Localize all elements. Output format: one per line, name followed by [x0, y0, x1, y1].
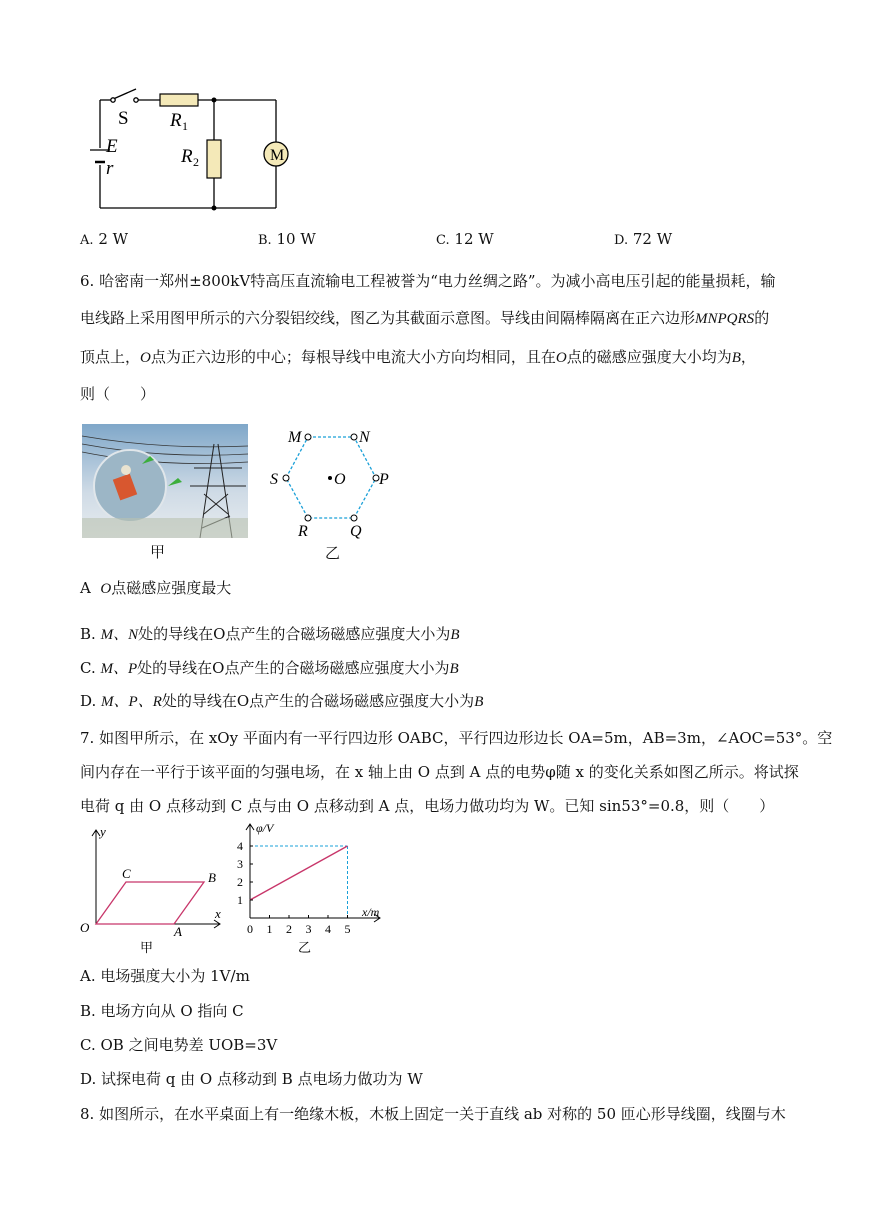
chart-y-tick-label: 2: [237, 875, 243, 889]
chart-y-tick-label: 1: [237, 893, 243, 907]
phi-x-chart: [230, 818, 400, 958]
fig-yi-label: 乙: [325, 544, 341, 562]
chart-x-tick-label: 1: [266, 922, 273, 936]
fig7-yi-caption: 乙: [298, 940, 312, 955]
r1-label: R: [170, 110, 182, 131]
hex-label-r: R: [298, 523, 308, 540]
q6-option-b: B. M、N处的导线在O点产生的合磁场磁感应强度大小为B: [80, 625, 460, 643]
q6-option-c: C. M、P处的导线在O点产生的合磁场磁感应强度大小为B: [80, 659, 459, 677]
axis-y-label: y: [100, 824, 106, 839]
q7-line-3: 电荷 q 由 O 点移动到 C 点与由 O 点移动到 A 点，电场力做功均为 W。已知 sin53°=0.8，则（ ）: [80, 797, 775, 815]
chart-x-tick-label: 2: [286, 922, 292, 936]
chart-ylabel: φ/V: [256, 821, 274, 835]
switch-label: S: [118, 108, 129, 129]
chart-y-tick-label: 4: [237, 839, 243, 853]
fig-jia-label: 甲: [150, 543, 166, 561]
hex-label-s: S: [270, 471, 278, 488]
q8-line-1: 8. 如图所示，在水平桌面上有一绝缘木板，木板上固定一关于直线 ab 对称的 50 匝心形导线圈，线圈与木: [80, 1105, 786, 1123]
point-o-label: O: [80, 920, 90, 935]
circuit-diagram: [78, 80, 308, 220]
hexagon-diagram: [264, 420, 398, 545]
r1-sub: 1: [182, 119, 188, 133]
hex-label-q: Q: [350, 523, 362, 540]
q6-line-3: 顶点上，O点为正六边形的中心；每根导线中电流大小方向均相同，且在O点的磁感应强度大小均为B，: [80, 348, 756, 366]
point-b-label: B: [208, 870, 216, 885]
chart-xlabel: x/m: [362, 905, 380, 919]
emf-label: E: [106, 136, 118, 157]
hex-label-n: N: [359, 429, 370, 446]
point-c-label: C: [122, 866, 131, 881]
chart-x-tick-label: 4: [325, 922, 331, 936]
q7-option-c: C. OB 之间电势差 UOB=3V: [80, 1036, 278, 1054]
chart-x-tick-label: 0: [247, 922, 253, 936]
q5-option-a: A. 2 W: [80, 230, 129, 248]
hex-label-m: M: [288, 429, 302, 446]
q7-line-2: 间内存在一平行于该平面的匀强电场，在 x 轴上由 O 点到 A 点的电势φ随 x 的变化关系如图乙所示。将试探: [80, 763, 799, 781]
chart-y-tick-label: 3: [237, 857, 243, 871]
q5-option-b: B. 10 W: [258, 230, 316, 248]
chart-series-line: [250, 846, 348, 900]
point-a-label: A: [174, 924, 182, 939]
q6-option-d: D. M、P、R处的导线在O点产生的合磁场磁感应强度大小为B: [80, 692, 484, 710]
r2-label: R: [181, 146, 193, 167]
internal-r-label: r: [106, 158, 114, 179]
q6-line-4: 则（ ）: [80, 385, 156, 403]
q7-option-d: D. 试探电荷 q 由 O 点移动到 B 点电场力做功为 W: [80, 1070, 423, 1088]
hex-label-p: P: [379, 471, 389, 488]
chart-x-tick-label: 3: [305, 922, 312, 936]
chart-x-tick-label: 5: [344, 922, 351, 936]
motor-label: M: [270, 147, 285, 164]
q5-option-d: D. 72 W: [614, 230, 673, 248]
q6-option-a: A O点磁感应强度最大: [80, 579, 232, 597]
axis-x-label: x: [215, 906, 221, 921]
q6-line-2: 电线路上采用图甲所示的六分裂铝绞线，图乙为其截面示意图。导线由间隔棒隔离在正六边形MNPQRS的: [80, 309, 770, 327]
q7-option-a: A. 电场强度大小为 1V/m: [80, 967, 250, 985]
hex-label-o: O: [334, 471, 346, 488]
fig7-jia-caption: 甲: [140, 940, 154, 955]
r2-sub: 2: [193, 155, 199, 169]
q5-option-c: C. 12 W: [436, 230, 494, 248]
parallelogram-figure: [78, 822, 238, 958]
transmission-line-photo: [82, 424, 248, 538]
q7-option-b: B. 电场方向从 O 指向 C: [80, 1002, 244, 1020]
q7-line-1: 7. 如图甲所示，在 xOy 平面内有一平行四边形 OABC，平行四边形边长 OA=5m，AB=3m，∠AOC=53°。空: [80, 729, 833, 747]
q6-line-1: 6. 哈密南一郑州±800kV特高压直流输电工程被誉为“电力丝绸之路”。为减小高电压引起的能量损耗，输: [80, 272, 776, 290]
